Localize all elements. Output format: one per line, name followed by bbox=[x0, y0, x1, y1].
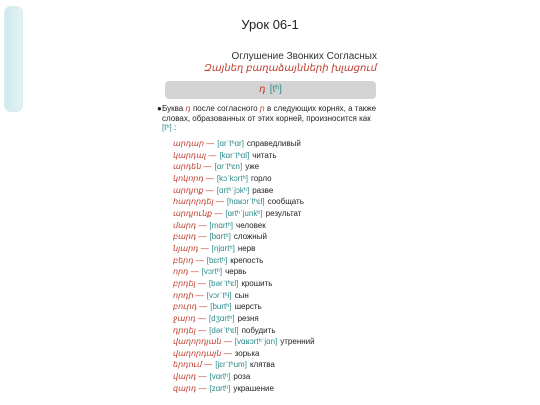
russian-meaning: крошить bbox=[241, 278, 273, 288]
dash: — bbox=[198, 325, 207, 335]
armenian-word: բարդ bbox=[173, 232, 197, 242]
transcription: [ njɑrtʰ ] bbox=[212, 244, 235, 253]
armenian-word: բուրդ bbox=[173, 302, 197, 312]
transcription: [ vɑʁɔrtʰˈjɑn ] bbox=[235, 337, 278, 346]
dash: — bbox=[199, 302, 208, 312]
dash: — bbox=[214, 208, 223, 218]
russian-meaning: крепость bbox=[230, 255, 264, 265]
russian-meaning: роза bbox=[233, 372, 251, 382]
word-row bbox=[173, 231, 315, 243]
russian-meaning: разве bbox=[252, 185, 274, 195]
russian-meaning: шерсть bbox=[234, 302, 262, 312]
armenian-word: հաղորդել bbox=[173, 197, 214, 207]
armenian-word: որդ bbox=[173, 267, 189, 277]
russian-meaning: результат bbox=[265, 208, 302, 218]
dash: — bbox=[208, 150, 217, 160]
intro-part3: в следующих корнях, а также словах, образованных от этих корней, произносится как bbox=[162, 104, 377, 123]
russian-meaning: сообщать bbox=[267, 197, 304, 207]
transcription: [ burtʰ ] bbox=[210, 302, 231, 311]
armenian-word: որդի bbox=[173, 290, 194, 300]
armenian-word: կարդալ bbox=[173, 150, 207, 160]
russian-meaning: зорька bbox=[234, 348, 260, 358]
dash: — bbox=[195, 290, 204, 300]
armenian-word: զարդ bbox=[173, 383, 197, 393]
intro-text bbox=[157, 104, 382, 133]
dash: — bbox=[198, 383, 207, 393]
dash: — bbox=[200, 243, 209, 253]
dash: — bbox=[197, 313, 206, 323]
russian-meaning: справедливый bbox=[246, 139, 301, 148]
transcription: [ bɛrtʰ ] bbox=[207, 256, 228, 265]
transcription: [ kɔˈkɔrtʰ ] bbox=[217, 174, 248, 183]
word-row bbox=[173, 138, 315, 150]
armenian-word: արդյունք bbox=[173, 208, 213, 218]
transcription: [ dʒɑrtʰ ] bbox=[209, 314, 235, 323]
transcription: [ hɑʁɔrˈtʰɛl ] bbox=[227, 197, 265, 206]
armenian-word: վարդ bbox=[173, 372, 197, 382]
word-row bbox=[173, 266, 315, 278]
intro-phonetic: [tʰ] bbox=[162, 123, 172, 132]
dash: — bbox=[205, 173, 214, 183]
word-row bbox=[173, 325, 315, 337]
word-row bbox=[173, 336, 315, 348]
russian-meaning: украшение bbox=[233, 383, 274, 393]
dash: — bbox=[203, 162, 212, 172]
dash: — bbox=[198, 372, 207, 382]
russian-meaning: резня bbox=[237, 313, 259, 323]
word-row bbox=[173, 301, 315, 313]
dash: — bbox=[223, 337, 232, 347]
word-row bbox=[173, 371, 315, 383]
word-row bbox=[173, 359, 315, 371]
russian-meaning: горло bbox=[250, 173, 272, 183]
dash: — bbox=[206, 139, 215, 148]
word-row bbox=[173, 278, 315, 290]
armenian-word: կոկորդ bbox=[173, 173, 204, 183]
russian-meaning: утренний bbox=[280, 337, 315, 347]
word-row bbox=[173, 220, 315, 232]
word-row bbox=[173, 150, 315, 162]
transcription: [ ɑrˈtʰɑr ] bbox=[217, 139, 244, 148]
word-row bbox=[173, 208, 315, 220]
armenian-word: դրդել bbox=[173, 325, 196, 335]
transcription: [ ɑrˈtʰɛn ] bbox=[215, 162, 243, 171]
transcription: [ dərˈtʰɛl ] bbox=[209, 326, 238, 335]
armenian-word: մարդ bbox=[173, 220, 197, 230]
intro-part2: после согласного bbox=[190, 104, 260, 113]
intro-end: : bbox=[171, 123, 177, 132]
armenian-word: նյարդ bbox=[173, 243, 199, 253]
armenian-word: արդար bbox=[173, 139, 205, 148]
word-row bbox=[173, 243, 315, 255]
word-row bbox=[173, 185, 315, 197]
word-row bbox=[173, 255, 315, 267]
word-row bbox=[173, 383, 315, 395]
subtitle-russian: Оглушение Звонких Согласных bbox=[231, 51, 377, 62]
russian-meaning: сын bbox=[234, 290, 249, 300]
transcription: [ bɑrtʰ ] bbox=[209, 232, 230, 241]
russian-meaning: клятва bbox=[249, 360, 275, 370]
armenian-word: բերդ bbox=[173, 255, 194, 265]
armenian-word: բրդել bbox=[173, 278, 196, 288]
transcription: [ vɑrtʰ ] bbox=[209, 372, 230, 381]
russian-meaning: нерв bbox=[237, 243, 256, 253]
russian-meaning: сложный bbox=[233, 232, 267, 242]
dash: — bbox=[205, 185, 214, 195]
transcription: [ ɑrtʰˈjunkʰ ] bbox=[225, 209, 262, 218]
russian-meaning: уже bbox=[245, 162, 260, 172]
dash: — bbox=[190, 267, 199, 277]
dash: — bbox=[195, 255, 204, 265]
subtitle-armenian: Զայնեղ բաղաձայնների խլացում bbox=[204, 63, 377, 74]
russian-meaning: червь bbox=[225, 267, 247, 277]
armenian-word: երդում bbox=[173, 360, 203, 370]
letter-glyph: դ bbox=[259, 84, 266, 95]
armenian-word: արդեն bbox=[173, 162, 202, 172]
armenian-word: ջարդ bbox=[173, 313, 196, 323]
dash: — bbox=[223, 348, 232, 358]
intro-letter: դ bbox=[185, 104, 191, 113]
transcription: [ kɑrˈtʰɑl ] bbox=[219, 151, 249, 160]
armenian-word: արդյոք bbox=[173, 185, 204, 195]
intro-paragraph bbox=[157, 104, 382, 133]
page-title: Урок 06-1 bbox=[241, 17, 299, 32]
word-row bbox=[173, 161, 315, 173]
word-list bbox=[173, 138, 315, 394]
russian-meaning: человек bbox=[236, 220, 266, 230]
armenian-word: վաղորդայն bbox=[173, 348, 222, 358]
bullet-icon: ● bbox=[157, 104, 162, 113]
dash: — bbox=[197, 278, 206, 288]
transcription: [ zɑrtʰ ] bbox=[209, 384, 230, 393]
transcription: [ ɑrtʰˈjɔkʰ ] bbox=[217, 186, 249, 195]
letter-header-bar bbox=[165, 81, 376, 99]
dash: — bbox=[204, 360, 213, 370]
word-row bbox=[173, 173, 315, 185]
dash: — bbox=[215, 197, 224, 207]
word-row bbox=[173, 313, 315, 325]
transcription: [ bərˈtʰɛl ] bbox=[209, 279, 238, 288]
letter-phonetic: [tʰ] bbox=[269, 84, 282, 95]
word-row bbox=[173, 290, 315, 302]
intro-part1: Буква bbox=[162, 104, 186, 113]
intro-letter2: ր bbox=[259, 104, 265, 113]
transcription: [ vɔrtʰ ] bbox=[202, 267, 222, 276]
russian-meaning: читать bbox=[252, 150, 277, 160]
transcription: [ jɛrˈtʰum ] bbox=[215, 360, 247, 369]
armenian-word: վաղորդյան bbox=[173, 337, 222, 347]
russian-meaning: побудить bbox=[241, 325, 276, 335]
dash: — bbox=[198, 232, 207, 242]
transcription: [ mɑrtʰ ] bbox=[209, 221, 233, 230]
dash: — bbox=[198, 220, 207, 230]
transcription: [ vɔrˈtʰi ] bbox=[207, 291, 232, 300]
word-row bbox=[173, 348, 315, 360]
word-row bbox=[173, 196, 315, 208]
